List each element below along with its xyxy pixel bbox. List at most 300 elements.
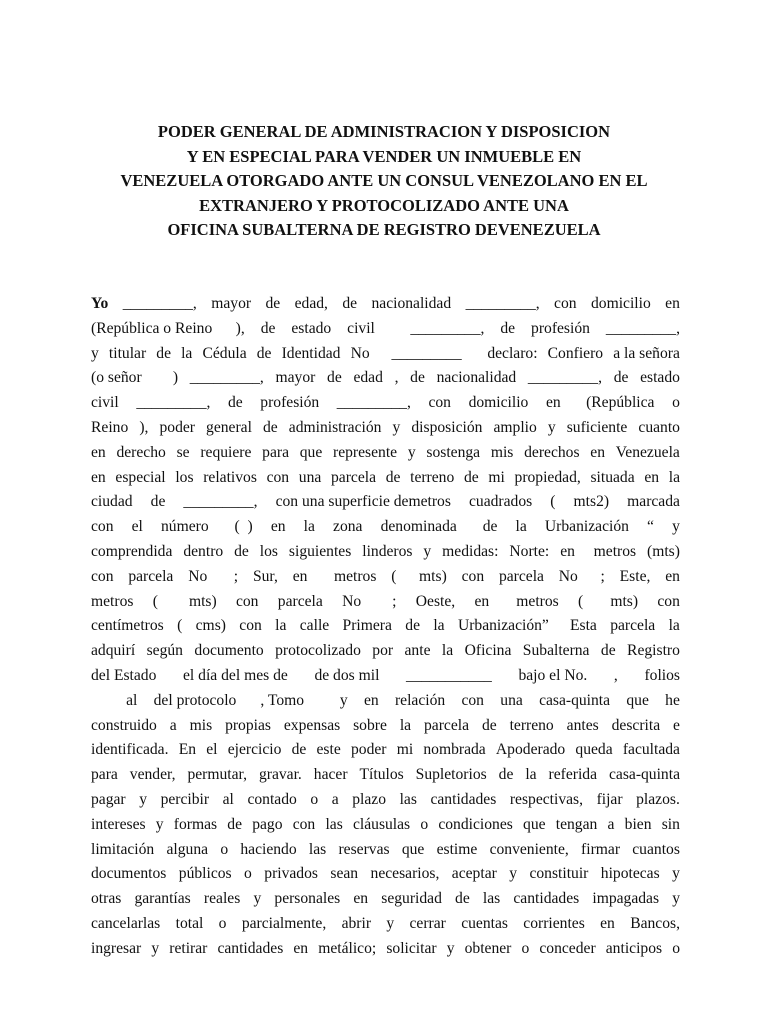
body-word: de <box>385 468 401 486</box>
body-word: y <box>509 865 518 883</box>
body-word: las <box>482 890 501 908</box>
body-word: Oficina <box>464 642 512 660</box>
body-line <box>91 639 680 664</box>
body-word: metros <box>508 592 559 610</box>
body-word: edad <box>353 369 383 387</box>
body-word: o <box>521 939 530 957</box>
body-word: cuanto <box>638 418 680 436</box>
body-word: poder <box>159 418 195 436</box>
body-word: en <box>644 468 660 486</box>
body-line <box>91 490 680 515</box>
body-word: , <box>394 369 399 387</box>
body-word: que <box>523 815 546 833</box>
body-word: nacionalidad <box>371 295 452 312</box>
body-word: firmar <box>581 840 621 858</box>
body-word: _________, <box>390 319 485 337</box>
body-line <box>91 689 680 714</box>
body-word: mts2) <box>573 493 610 511</box>
body-word: el <box>206 741 218 759</box>
body-word: Identidad <box>281 344 341 362</box>
body-word: y <box>320 691 348 709</box>
body-word: _________, <box>527 369 602 387</box>
body-word: con <box>235 592 259 610</box>
body-word: para <box>262 443 289 461</box>
body-word: terreno <box>509 716 554 734</box>
body-word: en <box>292 567 308 585</box>
body-word: expensas <box>283 716 341 734</box>
title-line: Y EN ESPECIAL PARA VENDER UN INMUEBLE EN <box>186 146 582 166</box>
body-word: y <box>386 914 395 932</box>
body-word: según <box>146 642 183 660</box>
body-word: al <box>222 790 234 808</box>
body-word: cerrar <box>409 914 446 932</box>
body-word: solicitar <box>386 939 437 957</box>
body-word: medidas: <box>442 542 499 560</box>
body-word: con <box>91 518 114 536</box>
body-word: de <box>498 766 514 784</box>
body-word: al <box>91 691 138 709</box>
body-line <box>91 664 680 689</box>
body-word: _________, <box>465 295 540 312</box>
body-word: parcela <box>424 716 470 734</box>
body-word: Títulos <box>359 766 404 784</box>
body-word: , <box>613 666 618 684</box>
body-word: e <box>673 716 680 734</box>
body-word: con <box>239 617 262 635</box>
body-word: suficiente <box>566 418 628 436</box>
body-word: la <box>303 518 315 536</box>
body-word: en <box>590 443 606 461</box>
body-word: Apoderado <box>495 741 566 759</box>
body-word: En <box>178 741 197 759</box>
body-word: especial <box>115 468 166 486</box>
body-word: cms) <box>195 617 226 635</box>
body-word: _________, <box>189 369 264 387</box>
body-word: con <box>292 815 316 833</box>
body-word: este <box>316 741 341 759</box>
body-word: las <box>399 790 417 808</box>
body-word: condiciones <box>438 815 513 833</box>
body-word: _________, <box>122 295 197 312</box>
body-word: derecho <box>116 443 166 461</box>
body-word: sostenga <box>426 443 481 461</box>
body-word: domicilio <box>468 394 529 412</box>
body-word: conceder <box>539 939 596 957</box>
body-word: de <box>260 319 276 337</box>
body-word: antes <box>566 716 599 734</box>
body-word: en <box>91 443 106 461</box>
title-line: PODER GENERAL DE ADMINISTRACION Y DISPOSICION <box>157 122 611 141</box>
body-word: intereses <box>91 815 146 833</box>
body-word: personales <box>274 890 341 908</box>
body-word: folios <box>644 666 680 684</box>
body-word: de <box>613 369 629 387</box>
body-word: una <box>298 468 322 486</box>
body-word: profesión <box>260 394 320 412</box>
body-word: Cédula <box>202 344 247 362</box>
body-word: y <box>91 344 99 362</box>
body-word: percibir <box>160 790 210 808</box>
body-word: mi <box>396 741 414 759</box>
body-word: y <box>139 790 147 808</box>
body-word: pagar <box>91 790 126 808</box>
body-word: haciendo <box>240 840 297 858</box>
body-word: Esta <box>562 617 597 635</box>
body-word: Oeste, <box>415 592 456 610</box>
body-word: con <box>428 394 451 412</box>
body-word: _________, <box>136 394 211 412</box>
body-word: ___________ <box>406 666 492 684</box>
body-word: civil <box>347 319 375 337</box>
body-line <box>91 862 680 887</box>
body-word: sobre <box>353 716 387 734</box>
body-word: centímetros <box>91 617 164 635</box>
body-word: en <box>665 295 680 312</box>
body-word: impagadas <box>592 890 660 908</box>
body-word: ), <box>139 418 149 436</box>
body-word: ( ) <box>226 518 253 536</box>
body-word: en <box>353 890 369 908</box>
body-word: con <box>657 592 680 610</box>
body-word: formas <box>173 815 218 833</box>
body-word: denominada <box>380 518 457 536</box>
body-line <box>91 391 680 416</box>
body-word: a <box>331 790 339 808</box>
body-line <box>91 912 680 937</box>
body-word: terreno <box>410 468 455 486</box>
body-word: derechos <box>524 443 580 461</box>
body-line <box>91 614 680 639</box>
body-word: (República o Reino ), <box>91 319 245 337</box>
body-word: en <box>474 592 490 610</box>
body-word: y <box>407 443 416 461</box>
body-word: parcela <box>277 592 323 610</box>
body-word: o <box>244 865 252 883</box>
body-word: declaro: <box>471 344 538 362</box>
body-word: y <box>672 890 680 908</box>
body-line <box>91 937 680 962</box>
body-word: de <box>455 890 470 908</box>
body-word: Venezuela <box>615 443 680 461</box>
body-word: cuentas <box>461 914 508 932</box>
body-word: en <box>91 468 106 486</box>
body-word: en <box>545 394 561 412</box>
body-word: del Estado <box>91 666 157 684</box>
body-word: con <box>461 691 484 709</box>
body-word: Norte: <box>509 542 550 560</box>
body-line <box>91 317 680 342</box>
body-word: siguientes <box>288 542 352 560</box>
body-word: las <box>308 840 327 858</box>
body-word: ; <box>380 592 397 610</box>
body-word: contado <box>247 790 297 808</box>
body-word: nacionalidad <box>436 369 517 387</box>
body-word: _________, <box>183 493 258 511</box>
body-word: y <box>151 939 160 957</box>
body-word: seguridad <box>381 890 442 908</box>
body-word: de <box>265 295 281 312</box>
body-word: cláusulas <box>352 815 411 833</box>
body-word: “ <box>647 518 654 536</box>
body-word: el <box>131 518 143 536</box>
body-word: civil <box>91 394 119 412</box>
body-line <box>91 466 680 491</box>
body-word: requiere <box>200 443 252 461</box>
body-word: en <box>665 567 680 585</box>
body-word: referida <box>548 766 598 784</box>
body-word: con una superficie demetros <box>275 493 451 511</box>
body-word: con <box>461 567 485 585</box>
body-word: permutar, <box>187 766 248 784</box>
body-word: de <box>234 542 249 560</box>
body-word: y <box>547 418 556 436</box>
body-word: respectivas, <box>509 790 584 808</box>
body-word: y <box>253 890 262 908</box>
body-word: sean <box>330 865 359 883</box>
body-line <box>91 813 680 838</box>
body-word: mayor <box>211 295 252 312</box>
body-word: mts) <box>411 567 447 585</box>
body-word: una <box>500 691 523 709</box>
body-line <box>91 838 680 863</box>
body-word: o <box>218 914 227 932</box>
body-word: parcela <box>128 567 174 585</box>
body-word: limitación <box>91 840 155 858</box>
body-word: Primera <box>342 617 392 635</box>
body-word: propiedad, <box>514 468 581 486</box>
body-line <box>91 540 680 565</box>
body-word: parcialmente, <box>241 914 327 932</box>
body-word: garantías <box>134 890 191 908</box>
body-word: o <box>672 939 680 957</box>
body-word: ( <box>391 567 397 585</box>
body-word: a <box>607 815 615 833</box>
body-word: reservas <box>338 840 390 858</box>
body-word: plazos. <box>636 790 680 808</box>
body-word: ) <box>153 369 179 387</box>
body-word: linderos <box>362 542 413 560</box>
body-word: del protocolo <box>153 691 237 709</box>
body-word: estime <box>436 840 478 858</box>
body-word: y <box>446 939 455 957</box>
body-word: ( <box>578 592 584 610</box>
body-word: Bancos, <box>630 914 680 932</box>
body-word: reales <box>203 890 241 908</box>
body-word: estado <box>291 319 332 337</box>
body-word: mts) <box>177 592 217 610</box>
body-word: abrir <box>341 914 372 932</box>
body-word: con <box>266 468 290 486</box>
body-word: parcela <box>331 468 377 486</box>
body-word: metálico; <box>318 939 377 957</box>
body-word: que <box>401 840 425 858</box>
body-word: cuantos <box>632 840 680 858</box>
body-word: ; <box>592 567 605 585</box>
body-word: estado <box>640 369 680 387</box>
body-word: cantidades <box>430 790 497 808</box>
body-word: constituir <box>529 865 589 883</box>
body-word: poder <box>350 741 387 759</box>
body-word: la <box>433 617 445 635</box>
body-word: cantidades <box>217 939 284 957</box>
body-word: metros <box>585 542 637 560</box>
body-word: número <box>161 518 209 536</box>
body-word: amplio <box>493 418 537 436</box>
body-word: edad, <box>294 295 328 312</box>
body-line <box>91 292 680 317</box>
body-line <box>91 590 680 615</box>
body-word: conveniente, <box>489 840 569 858</box>
body-word: construido <box>91 716 157 734</box>
body-word: en <box>363 691 379 709</box>
document-title <box>0 120 768 243</box>
body-word: queda <box>575 741 613 759</box>
document-body <box>91 292 680 962</box>
body-word: de dos mil <box>314 666 380 684</box>
body-word: parcela <box>498 567 544 585</box>
body-word: la <box>668 468 680 486</box>
body-word: o <box>220 840 229 858</box>
body-line <box>91 416 680 441</box>
body-word: de <box>342 295 358 312</box>
body-word: hacer <box>313 766 348 784</box>
body-word: titular <box>108 344 147 362</box>
body-word: situada <box>590 468 635 486</box>
body-word: de <box>227 394 243 412</box>
body-word: ( <box>177 617 183 635</box>
body-word: Subalterna <box>522 642 590 660</box>
body-word: identificada. <box>91 741 169 759</box>
body-word: administración <box>288 418 382 436</box>
body-word: de <box>600 642 616 660</box>
body-word: disposición <box>411 418 483 436</box>
body-word: No <box>558 567 578 585</box>
body-line <box>91 738 680 763</box>
body-word: Supletorios <box>415 766 487 784</box>
body-word: mts) <box>602 592 639 610</box>
body-word: relativos <box>203 468 257 486</box>
body-word: bien <box>624 815 652 833</box>
body-word: la <box>525 766 537 784</box>
body-word: (mts) <box>647 542 680 560</box>
body-word: de <box>291 741 307 759</box>
body-word: nombrada <box>423 741 486 759</box>
title-line: VENEZUELA OTORGADO ANTE UN CONSUL VENEZOLANO EN EL <box>120 171 648 191</box>
body-word: Registro <box>627 642 680 660</box>
body-word: el día del mes de <box>183 666 288 684</box>
body-word: Reino <box>91 418 129 436</box>
body-word: de <box>500 319 516 337</box>
body-word: total <box>175 914 204 932</box>
body-word: de <box>263 418 278 436</box>
body-line <box>91 441 680 466</box>
body-word: general <box>206 418 252 436</box>
body-word: No <box>188 567 208 585</box>
body-line <box>91 714 680 739</box>
body-word: los <box>175 468 194 486</box>
body-word: mis <box>189 716 213 734</box>
body-word: y <box>672 865 680 883</box>
body-word: protocolizado <box>275 642 361 660</box>
body-word: de <box>150 493 166 511</box>
body-word: zona <box>333 518 363 536</box>
body-word: aceptar <box>451 865 497 883</box>
body-word: mi <box>488 468 505 486</box>
body-word: y <box>392 418 401 436</box>
body-word: casa-quinta <box>608 766 680 784</box>
body-word: cantidades <box>513 890 580 908</box>
body-word: la <box>668 617 680 635</box>
body-word: tengan <box>555 815 598 833</box>
body-word: Urbanización <box>544 518 629 536</box>
body-word: documento <box>194 642 264 660</box>
body-word: Confiero <box>547 344 604 362</box>
body-word: corrientes <box>523 914 585 932</box>
body-word: bajo el No. <box>518 666 588 684</box>
body-word: y <box>672 518 680 536</box>
body-word: (o señor <box>91 369 142 387</box>
body-word: _________, <box>336 394 411 412</box>
body-line <box>91 342 680 367</box>
body-word: la <box>399 716 412 734</box>
body-word: cancelarlas <box>91 914 161 932</box>
body-word: necesarios, <box>370 865 440 883</box>
body-word: plazo <box>352 790 387 808</box>
body-word: anticipos <box>605 939 663 957</box>
body-word: metros <box>91 592 134 610</box>
body-word: para <box>91 766 118 784</box>
body-word: ciudad <box>91 493 133 511</box>
body-word: hipotecas <box>600 865 660 883</box>
body-word: de <box>227 815 242 833</box>
body-word: en <box>270 518 286 536</box>
body-word: Yo <box>91 295 109 312</box>
title-line: OFICINA SUBALTERNA DE REGISTRO DEVENEZUELA <box>167 220 601 240</box>
body-line <box>91 515 680 540</box>
body-word: la <box>441 642 454 660</box>
body-word: descrita <box>611 716 661 734</box>
body-word: fijar <box>596 790 623 808</box>
body-word: y <box>155 815 164 833</box>
body-word: ingresar <box>91 939 142 957</box>
body-word: _________ <box>379 344 462 362</box>
body-word: de <box>474 518 498 536</box>
body-word: de <box>410 369 425 387</box>
body-line <box>91 565 680 590</box>
body-word: a la señora <box>613 344 680 362</box>
body-word: obtener <box>464 939 512 957</box>
body-word: No <box>350 344 370 362</box>
body-word: profesión <box>531 319 590 337</box>
body-word: alguna <box>166 840 209 858</box>
body-word: metros <box>322 567 377 585</box>
body-word: marcada <box>627 493 680 511</box>
body-word: pago <box>252 815 283 833</box>
body-word: Urbanización” <box>457 617 549 635</box>
body-word: ( <box>550 493 556 511</box>
body-word: los <box>259 542 278 560</box>
body-word: he <box>665 691 680 709</box>
body-word: en <box>600 914 615 932</box>
body-word: o <box>310 790 319 808</box>
body-word: de <box>481 716 497 734</box>
body-word: propias <box>225 716 271 734</box>
body-word: públicos <box>178 865 232 883</box>
body-line <box>91 887 680 912</box>
body-word: gravar. <box>258 766 302 784</box>
body-word: de <box>327 369 342 387</box>
body-word: mis <box>490 443 514 461</box>
